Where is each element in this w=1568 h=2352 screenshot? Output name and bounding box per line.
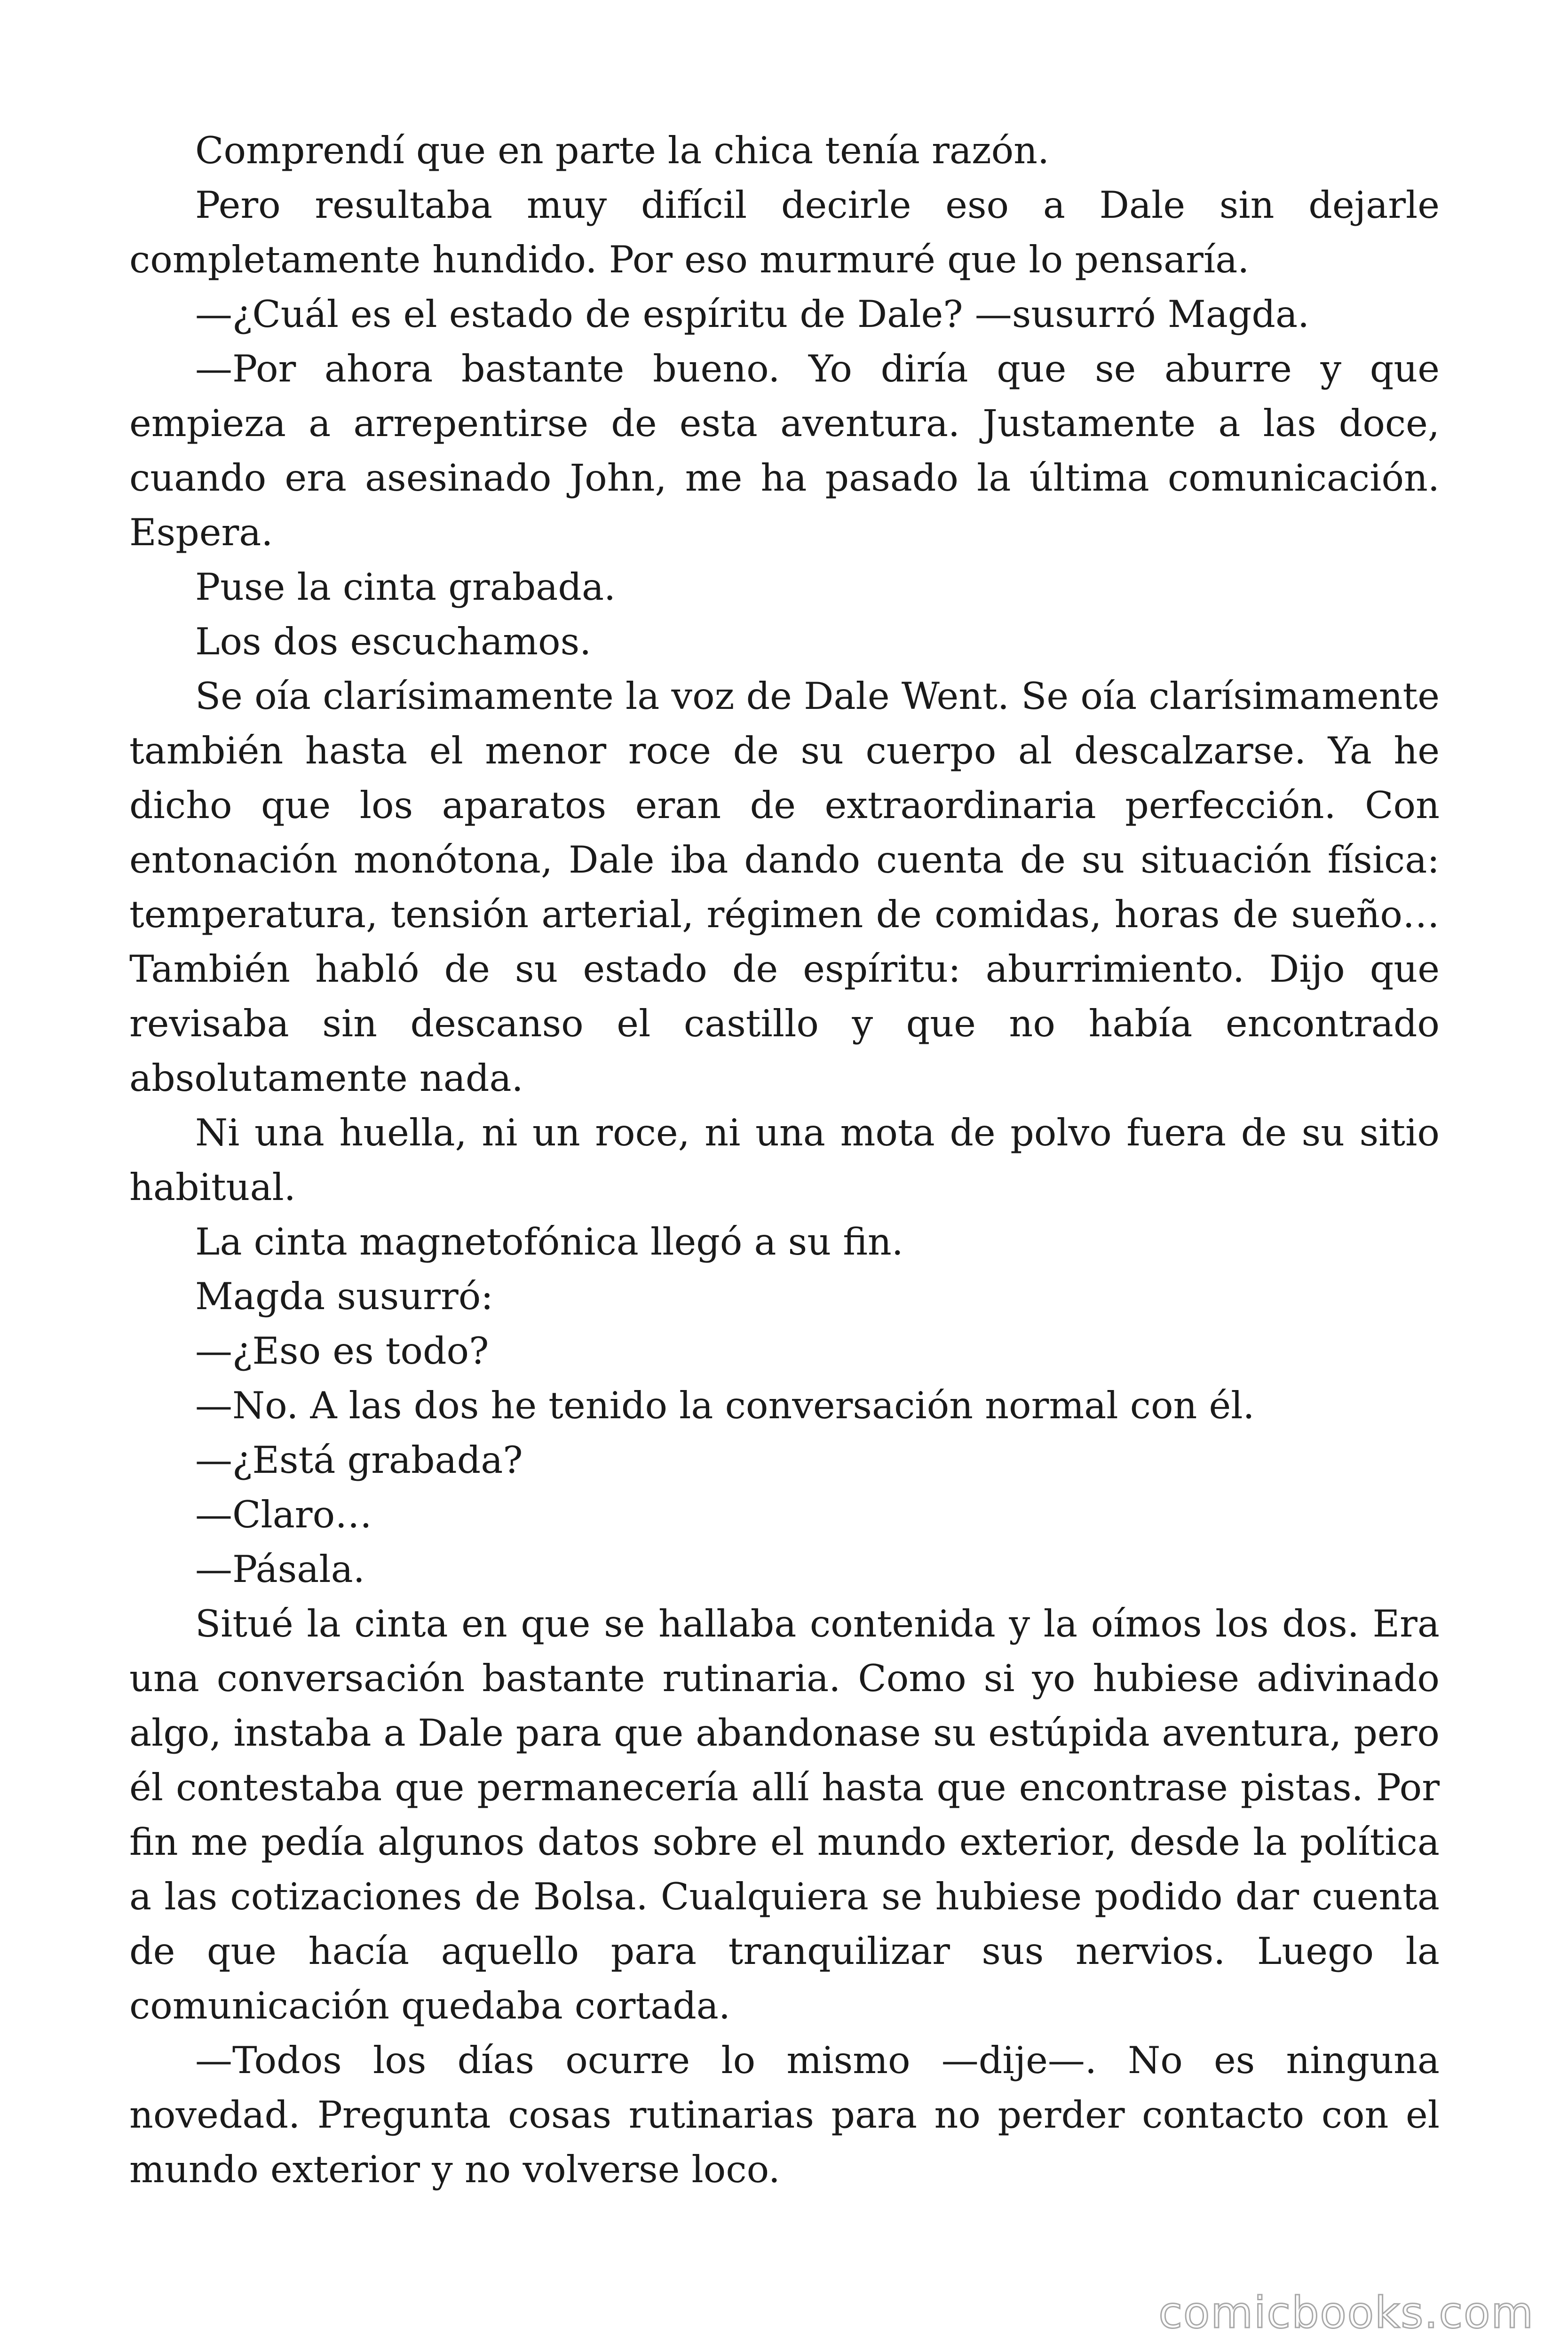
paragraph: Puse la cinta grabada. xyxy=(195,565,616,609)
page-body xyxy=(129,123,1440,2197)
paragraph: —¿Eso es todo? xyxy=(195,1329,489,1373)
paragraph: —Claro… xyxy=(195,1493,372,1536)
paragraph: La cinta magnetofónica llegó a su fin. xyxy=(195,1220,903,1263)
paragraph: Situé la cinta en que se hallaba contenida y la oímos los dos. Era una conversación bastante rutinaria. Como si yo hubiese adivinado algo, instaba a Dale para que abandonase su estúpida aventura, pero él contestaba que permanecería allí hasta que encontrase pistas. Por fin me pedía algunos datos sobre el mundo exterior, desde la política a las cotizaciones de Bolsa. Cualquiera se hubiese podido dar cuenta de que hacía aquello para tranquilizar sus nervios. Luego la comunicación quedaba cortada. xyxy=(129,1602,1440,2027)
paragraph: Comprendí que en parte la chica tenía razón. xyxy=(195,129,1050,172)
paragraph: Se oía clarísimamente la voz de Dale Went. Se oía clarísimamente también hasta el menor roce de su cuerpo al descalzarse. Ya he dicho que los aparatos eran de extraordinaria perfección. Con entonación monótona, Dale iba dando cuenta de su situación física: temperatura, tensión arterial, régimen de comidas, horas de sueño… También habló de su estado de espíritu: aburrimiento. Dijo que revisaba sin descanso el castillo y que no había encontrado absolutamente nada. xyxy=(129,675,1440,1100)
paragraph: —Todos los días ocurre lo mismo —dije—. No es ninguna novedad. Pregunta cosas rutinarias para no perder contacto con el mundo exterior y no volverse loco. xyxy=(129,2039,1440,2191)
paragraph: —Por ahora bastante bueno. Yo diría que se aburre y que empieza a arrepentirse de esta aventura. Justamente a las doce, cuando era asesinado John, me ha pasado la última comunicación. Espera. xyxy=(129,347,1440,554)
paragraph: Ni una huella, ni un roce, ni una mota de polvo fuera de su sitio habitual. xyxy=(129,1111,1440,1209)
paragraph: —¿Cuál es el estado de espíritu de Dale? —susurró Magda. xyxy=(195,293,1310,336)
paragraph: —Pásala. xyxy=(195,1548,365,1591)
paragraph: —No. A las dos he tenido la conversación normal con él. xyxy=(195,1384,1255,1427)
watermark: comicbooks.com xyxy=(1158,2288,1534,2338)
paragraph: Magda susurró: xyxy=(195,1275,493,1318)
paragraph: Los dos escuchamos. xyxy=(195,620,592,663)
paragraph: Pero resultaba muy difícil decirle eso a Dale sin dejarle completamente hundido. Por eso murmuré que lo pensaría. xyxy=(129,183,1440,281)
paragraph: —¿Está grabada? xyxy=(195,1438,523,1482)
